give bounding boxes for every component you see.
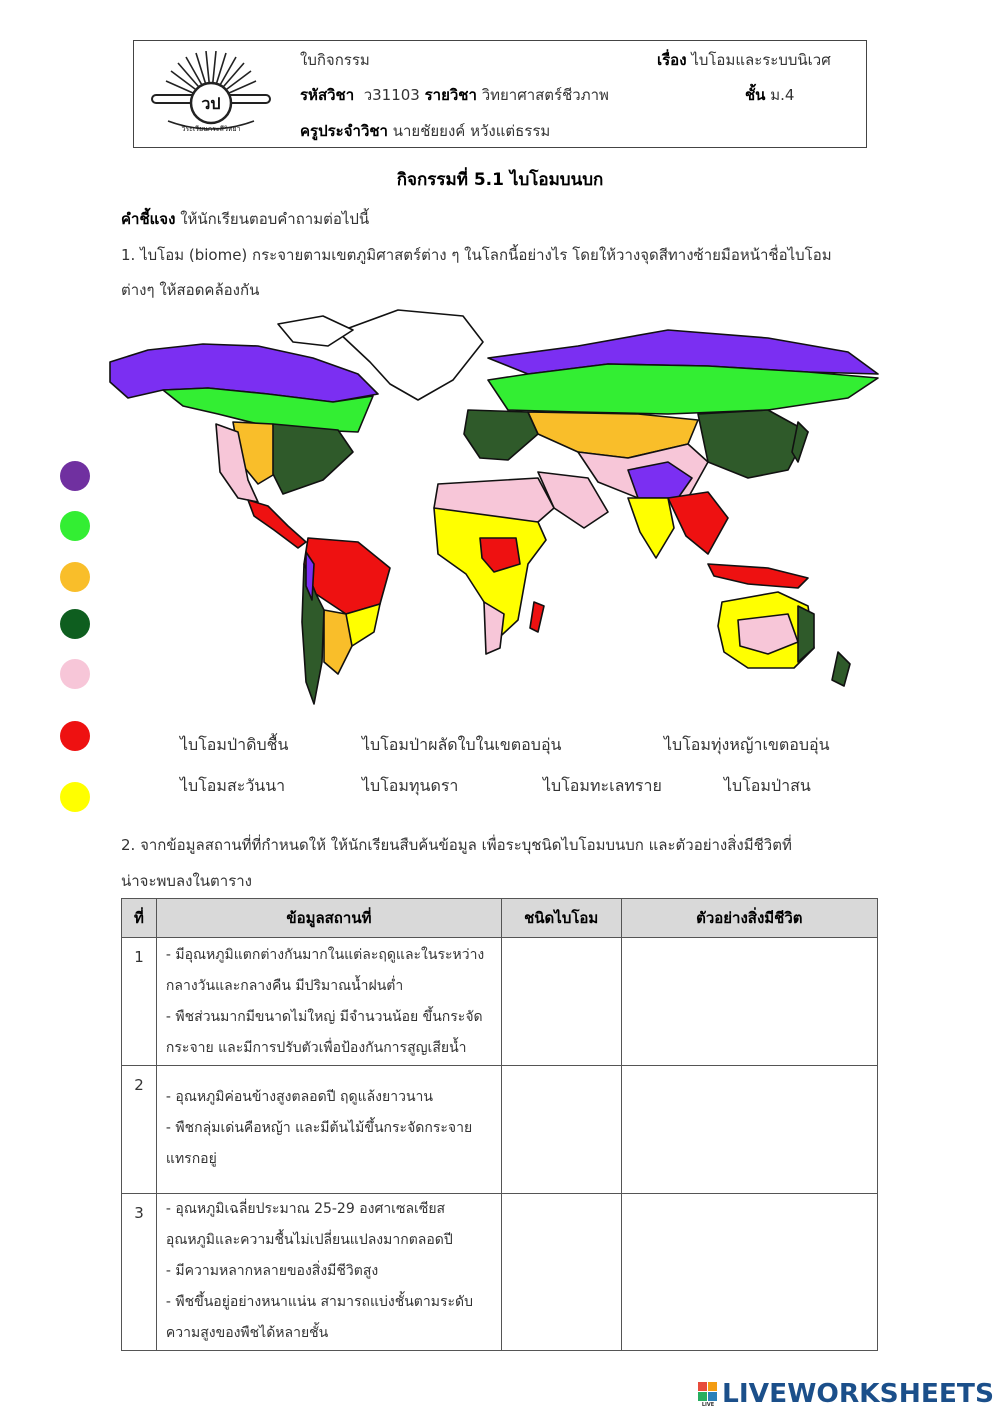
dot-pink[interactable] — [60, 659, 90, 689]
col-header-no: ที่ — [122, 899, 157, 938]
teacher-value: นายชัยยงค์ หวังแต่ธรรม — [392, 122, 551, 140]
desc-line: - อุณหภูมิค่อนข้างสูงตลอดปี ฤดูแล้งยาวนาน — [165, 1089, 433, 1105]
label-desert: ไบโอมทะเลทราย — [543, 776, 662, 795]
world-biome-map — [108, 302, 888, 722]
row-description — [156, 1194, 501, 1351]
desc-line: - พืชส่วนมากมีขนาดไม่ใหญ่ มีจำนวนน้อย ขึ้นกระจัด — [165, 1009, 483, 1025]
desc-line: - พืชกลุ่มเด่นคือหญ้า และมีต้นไม้ขึ้นกระจัดกระจาย — [165, 1120, 473, 1136]
map-na-arctic-islands — [278, 316, 353, 346]
q1-line2: ต่างๆ ให้สอดคล้องกัน — [121, 281, 260, 299]
label-temperate-grassland: ไบโอมทุ่งหญ้าเขตอบอุ่น — [664, 735, 830, 754]
row-number: 2 — [122, 1066, 157, 1194]
q1-line1: 1. ไบโอม (biome) กระจายตามเขตภูมิศาสตร์ต่าง ๆ ในโลกนี้อย่างไร โดยให้วางจุดสีทางซ้ายมือหน้าชื่อไบโอม — [121, 246, 832, 264]
row-description — [156, 938, 501, 1066]
dot-darkgreen[interactable] — [60, 609, 90, 639]
row-description — [156, 1066, 501, 1194]
map-europe-deciduous — [464, 410, 538, 460]
grade — [745, 83, 794, 107]
map-india — [628, 498, 674, 558]
label-taiga: ไบโอมป่าสน — [724, 776, 811, 795]
teacher-line — [300, 119, 550, 143]
course-line — [300, 83, 609, 107]
label-tundra: ไบโอมทุนดรา — [362, 776, 459, 795]
label-temperate-deciduous: ไบโอมป่าผลัดใบในเขตอบอุ่น — [362, 735, 562, 754]
table-row — [122, 938, 878, 1066]
liveworksheets-logo[interactable] — [698, 1376, 998, 1408]
map-sa-grassland — [324, 610, 352, 674]
header-box — [133, 40, 867, 148]
desc-line: - มีความหลากหลายของสิ่งมีชีวิตสูง — [165, 1263, 379, 1279]
dot-red[interactable] — [60, 721, 90, 751]
label-savanna: ไบโอมสะวันนา — [180, 776, 286, 795]
teacher-label: ครูประจำวิชา — [300, 122, 388, 140]
organism-example-answer[interactable] — [621, 1066, 877, 1194]
dot-purple[interactable] — [60, 461, 90, 491]
table-row — [122, 1066, 878, 1194]
desc-line: แทรกอยู่ — [165, 1151, 217, 1167]
dot-yellow[interactable] — [60, 782, 90, 812]
dot-orange[interactable] — [60, 562, 90, 592]
topic-label: เรื่อง — [657, 51, 687, 69]
subject-value: วิทยาศาสตร์ชีวภาพ — [481, 86, 609, 104]
subject-label: รายวิชา — [424, 86, 477, 104]
organism-example-answer[interactable] — [621, 1194, 877, 1351]
grade-label: ชั้น — [745, 86, 766, 104]
instruction — [121, 207, 369, 231]
q2-line2: น่าจะพบลงในตาราง — [121, 872, 252, 890]
instruction-label: คำชี้แจง — [121, 210, 176, 228]
q2-line1: 2. จากข้อมูลสถานที่ที่กำหนดให้ ให้นักเรียนสืบค้นข้อมูล เพื่อระบุชนิดไบโอมบนบก และตัวอย่างสิ่งมีชีวิตที่ — [121, 836, 792, 854]
code-value: ว31103 — [363, 86, 420, 104]
col-header-organism-example: ตัวอย่างสิ่งมีชีวิต — [621, 899, 877, 938]
row-number: 1 — [122, 938, 157, 1066]
map-east-asia-deciduous — [698, 410, 808, 478]
activity-sheet-label: ใบกิจกรรม — [300, 51, 370, 69]
logo-badge: LIVE — [701, 1402, 715, 1408]
map-na-deciduous — [273, 424, 353, 494]
school-logo — [146, 51, 276, 139]
map-australia-east — [798, 606, 814, 662]
biome-type-answer[interactable] — [501, 1066, 621, 1194]
grade-value: ม.4 — [770, 86, 795, 104]
logo-text: วีระเรียนกระสีวิทยา — [181, 125, 241, 133]
biome-type-answer[interactable] — [501, 938, 621, 1066]
instruction-text: ให้นักเรียนตอบคำถามต่อไปนี้ — [180, 210, 370, 228]
desc-line: ความสูงของพืชได้หลายชั้น — [165, 1325, 329, 1341]
map-new-zealand — [832, 652, 850, 686]
desc-line: อุณหภูมิและความชื้นไม่เปลี่ยนแปลงมากตลอดปี — [165, 1232, 453, 1248]
table-header-row — [122, 899, 878, 938]
label-tropical-rainforest: ไบโอมป่าดิบชื้น — [180, 735, 289, 754]
topic-value: ไบโอมและระบบนิเวศ — [691, 51, 831, 69]
svg-text:วป: วป — [201, 94, 221, 113]
page-title: กิจกรรมที่ 5.1 ไบโอมบนบก — [396, 170, 604, 190]
map-se-asia-rainforest — [668, 492, 728, 554]
dot-green[interactable] — [60, 511, 90, 541]
desc-line: - พืชขึ้นอยู่อย่างหนาแน่น สามารถแบ่งชั้นตามระดับ — [165, 1294, 473, 1310]
map-central-america — [248, 500, 306, 548]
map-madagascar — [530, 602, 544, 632]
col-header-location: ข้อมูลสถานที่ — [156, 899, 501, 938]
topic — [657, 48, 831, 72]
map-indonesia — [708, 564, 808, 588]
code-label: รหัสวิชา — [300, 86, 355, 104]
desc-line: กลางวันและกลางคืน มีปริมาณน้ำฝนต่ำ — [165, 978, 404, 994]
organism-example-answer[interactable] — [621, 938, 877, 1066]
desc-line: - อุณหภูมิเฉลี่ยประมาณ 25-29 องศาเซลเซียส — [165, 1201, 446, 1217]
row-number: 3 — [122, 1194, 157, 1351]
col-header-biome-type: ชนิดไบโอม — [501, 899, 621, 938]
biome-type-answer[interactable] — [501, 1194, 621, 1351]
biome-table — [121, 898, 878, 1351]
table-row — [122, 1194, 878, 1351]
desc-line: กระจาย และมีการปรับตัวเพื่อป้องกันการสูญเสียน้ำ — [165, 1040, 467, 1056]
desc-line: - มีอุณหภูมิแตกต่างกันมากในแต่ละฤดูและในระหว่าง — [165, 947, 485, 963]
brand-text: LIVEWORKSHEETS — [722, 1379, 994, 1408]
